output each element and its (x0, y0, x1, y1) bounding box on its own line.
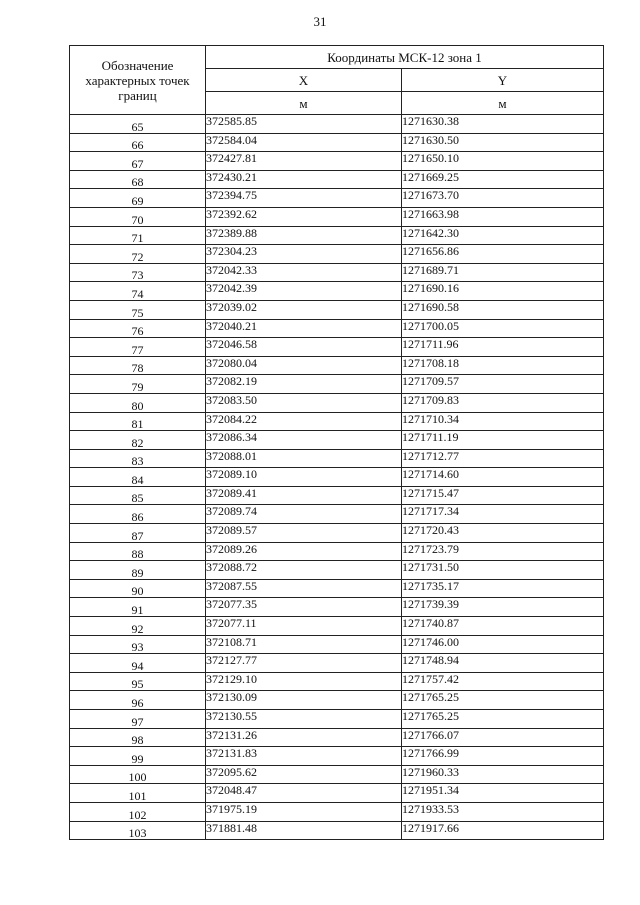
table-row (70, 226, 604, 245)
point-number-cell: 80 (70, 393, 206, 412)
y-coordinate-cell: 1271757.42 (402, 672, 604, 691)
x-coordinate-cell: 372108.71 (206, 635, 402, 654)
page-number: 31 (313, 14, 327, 29)
table-row (70, 189, 604, 208)
table-row (70, 747, 604, 766)
x-coordinate-cell: 372080.04 (206, 356, 402, 375)
table-row (70, 245, 604, 264)
x-coordinate-cell: 372082.19 (206, 375, 402, 394)
y-coordinate-cell: 1271656.86 (402, 245, 604, 264)
table-row (70, 672, 604, 691)
y-coordinate-cell: 1271735.17 (402, 579, 604, 598)
x-coordinate-cell: 372089.74 (206, 505, 402, 524)
y-coordinate-cell: 1271748.94 (402, 654, 604, 673)
y-coordinate-cell: 1271746.00 (402, 635, 604, 654)
y-coordinate-cell: 1271731.50 (402, 561, 604, 580)
point-number-cell: 81 (70, 412, 206, 431)
y-coordinate-cell: 1271765.25 (402, 710, 604, 729)
x-coordinate-cell: 372095.62 (206, 765, 402, 784)
table-row (70, 282, 604, 301)
table-row (70, 617, 604, 636)
y-coordinate-cell: 1271689.71 (402, 263, 604, 282)
table-row (70, 356, 604, 375)
y-column-header: Y (402, 69, 604, 92)
table-row (70, 468, 604, 487)
table-row (70, 765, 604, 784)
table-row (70, 449, 604, 468)
point-number-cell: 86 (70, 505, 206, 524)
x-coordinate-cell: 372084.22 (206, 412, 402, 431)
table-row (70, 486, 604, 505)
point-number-cell: 92 (70, 617, 206, 636)
table-body (70, 115, 604, 840)
point-number-cell: 100 (70, 765, 206, 784)
x-unit-header: м (206, 92, 402, 115)
point-number-cell: 99 (70, 747, 206, 766)
table-row (70, 393, 604, 412)
x-coordinate-cell: 372127.77 (206, 654, 402, 673)
y-coordinate-cell: 1271690.16 (402, 282, 604, 301)
point-number-cell: 75 (70, 300, 206, 319)
coordinates-table (69, 45, 604, 840)
x-coordinate-cell: 372089.10 (206, 468, 402, 487)
table-row (70, 542, 604, 561)
table-row (70, 319, 604, 338)
y-unit-header: м (402, 92, 604, 115)
x-coordinate-cell: 371975.19 (206, 802, 402, 821)
table-row (70, 654, 604, 673)
x-coordinate-cell: 372088.01 (206, 449, 402, 468)
y-coordinate-cell: 1271700.05 (402, 319, 604, 338)
x-coordinate-cell: 372042.39 (206, 282, 402, 301)
y-coordinate-cell: 1271765.25 (402, 691, 604, 710)
point-number-cell: 83 (70, 449, 206, 468)
y-coordinate-cell: 1271717.34 (402, 505, 604, 524)
y-coordinate-cell: 1271712.77 (402, 449, 604, 468)
x-coordinate-cell: 372427.81 (206, 152, 402, 171)
table-row (70, 728, 604, 747)
table-row (70, 691, 604, 710)
x-coordinate-cell: 372088.72 (206, 561, 402, 580)
point-number-cell: 85 (70, 486, 206, 505)
y-coordinate-cell: 1271714.60 (402, 468, 604, 487)
y-coordinate-cell: 1271630.38 (402, 115, 604, 134)
y-coordinate-cell: 1271766.99 (402, 747, 604, 766)
point-number-cell: 102 (70, 802, 206, 821)
y-coordinate-cell: 1271663.98 (402, 207, 604, 226)
table-row (70, 412, 604, 431)
y-coordinate-cell: 1271766.07 (402, 728, 604, 747)
x-coordinate-cell: 372131.26 (206, 728, 402, 747)
x-coordinate-cell: 372392.62 (206, 207, 402, 226)
x-coordinate-cell: 372131.83 (206, 747, 402, 766)
y-coordinate-cell: 1271711.96 (402, 338, 604, 357)
x-coordinate-cell: 372039.02 (206, 300, 402, 319)
point-number-cell: 69 (70, 189, 206, 208)
point-number-cell: 84 (70, 468, 206, 487)
x-coordinate-cell: 372304.23 (206, 245, 402, 264)
table-row (70, 170, 604, 189)
y-coordinate-cell: 1271715.47 (402, 486, 604, 505)
point-number-cell: 77 (70, 338, 206, 357)
point-number-cell: 97 (70, 710, 206, 729)
x-coordinate-cell: 371881.48 (206, 821, 402, 840)
x-coordinate-cell: 372042.33 (206, 263, 402, 282)
table-row (70, 115, 604, 134)
table-row (70, 431, 604, 450)
point-number-cell: 65 (70, 115, 206, 134)
y-coordinate-cell: 1271709.83 (402, 393, 604, 412)
y-coordinate-cell: 1271951.34 (402, 784, 604, 803)
point-number-cell: 68 (70, 170, 206, 189)
x-coordinate-cell: 372394.75 (206, 189, 402, 208)
point-number-cell: 67 (70, 152, 206, 171)
table-row (70, 152, 604, 171)
point-number-cell: 98 (70, 728, 206, 747)
x-coordinate-cell: 372584.04 (206, 133, 402, 152)
y-coordinate-cell: 1271642.30 (402, 226, 604, 245)
x-coordinate-cell: 372389.88 (206, 226, 402, 245)
x-coordinate-cell: 372089.57 (206, 524, 402, 543)
point-number-cell: 95 (70, 672, 206, 691)
point-number-cell: 73 (70, 263, 206, 282)
point-number-cell: 66 (70, 133, 206, 152)
x-coordinate-cell: 372040.21 (206, 319, 402, 338)
point-number-cell: 94 (70, 654, 206, 673)
table-row (70, 300, 604, 319)
y-coordinate-cell: 1271711.19 (402, 431, 604, 450)
point-number-cell: 71 (70, 226, 206, 245)
y-coordinate-cell: 1271740.87 (402, 617, 604, 636)
y-coordinate-cell: 1271690.58 (402, 300, 604, 319)
y-coordinate-cell: 1271933.53 (402, 802, 604, 821)
point-number-cell: 96 (70, 691, 206, 710)
x-coordinate-cell: 372087.55 (206, 579, 402, 598)
x-coordinate-cell: 372430.21 (206, 170, 402, 189)
y-coordinate-cell: 1271710.34 (402, 412, 604, 431)
y-coordinate-cell: 1271739.39 (402, 598, 604, 617)
point-number-cell: 78 (70, 356, 206, 375)
y-coordinate-cell: 1271673.70 (402, 189, 604, 208)
table-row (70, 710, 604, 729)
table-row (70, 375, 604, 394)
y-coordinate-cell: 1271723.79 (402, 542, 604, 561)
table-row (70, 207, 604, 226)
x-coordinate-cell: 372048.47 (206, 784, 402, 803)
point-label-header: Обозначение характерных точек границ (70, 46, 206, 115)
coordinate-system-header: Координаты МСК-12 зона 1 (206, 46, 604, 69)
table-row (70, 505, 604, 524)
y-coordinate-cell: 1271709.57 (402, 375, 604, 394)
y-coordinate-cell: 1271630.50 (402, 133, 604, 152)
table-row (70, 635, 604, 654)
point-number-cell: 79 (70, 375, 206, 394)
y-coordinate-cell: 1271669.25 (402, 170, 604, 189)
point-number-cell: 89 (70, 561, 206, 580)
x-coordinate-cell: 372046.58 (206, 338, 402, 357)
point-number-cell: 103 (70, 821, 206, 840)
x-coordinate-cell: 372086.34 (206, 431, 402, 450)
point-number-cell: 93 (70, 635, 206, 654)
x-coordinate-cell: 372585.85 (206, 115, 402, 134)
y-coordinate-cell: 1271650.10 (402, 152, 604, 171)
x-coordinate-cell: 372089.41 (206, 486, 402, 505)
x-coordinate-cell: 372089.26 (206, 542, 402, 561)
point-number-cell: 74 (70, 282, 206, 301)
table-row (70, 561, 604, 580)
point-number-cell: 90 (70, 579, 206, 598)
point-number-cell: 82 (70, 431, 206, 450)
table-row (70, 802, 604, 821)
point-number-cell: 70 (70, 207, 206, 226)
table-row (70, 133, 604, 152)
y-coordinate-cell: 1271917.66 (402, 821, 604, 840)
x-coordinate-cell: 372130.09 (206, 691, 402, 710)
table-row (70, 263, 604, 282)
table-row (70, 338, 604, 357)
y-coordinate-cell: 1271708.18 (402, 356, 604, 375)
table-row (70, 821, 604, 840)
x-coordinate-cell: 372077.35 (206, 598, 402, 617)
x-coordinate-cell: 372129.10 (206, 672, 402, 691)
y-coordinate-cell: 1271720.43 (402, 524, 604, 543)
point-number-cell: 91 (70, 598, 206, 617)
point-number-cell: 72 (70, 245, 206, 264)
point-number-cell: 87 (70, 524, 206, 543)
y-coordinate-cell: 1271960.33 (402, 765, 604, 784)
x-coordinate-cell: 372077.11 (206, 617, 402, 636)
x-coordinate-cell: 372083.50 (206, 393, 402, 412)
table-row (70, 524, 604, 543)
point-number-cell: 76 (70, 319, 206, 338)
point-number-cell: 88 (70, 542, 206, 561)
point-number-cell: 101 (70, 784, 206, 803)
x-column-header: X (206, 69, 402, 92)
table-row (70, 579, 604, 598)
x-coordinate-cell: 372130.55 (206, 710, 402, 729)
table-row (70, 598, 604, 617)
table-row (70, 784, 604, 803)
